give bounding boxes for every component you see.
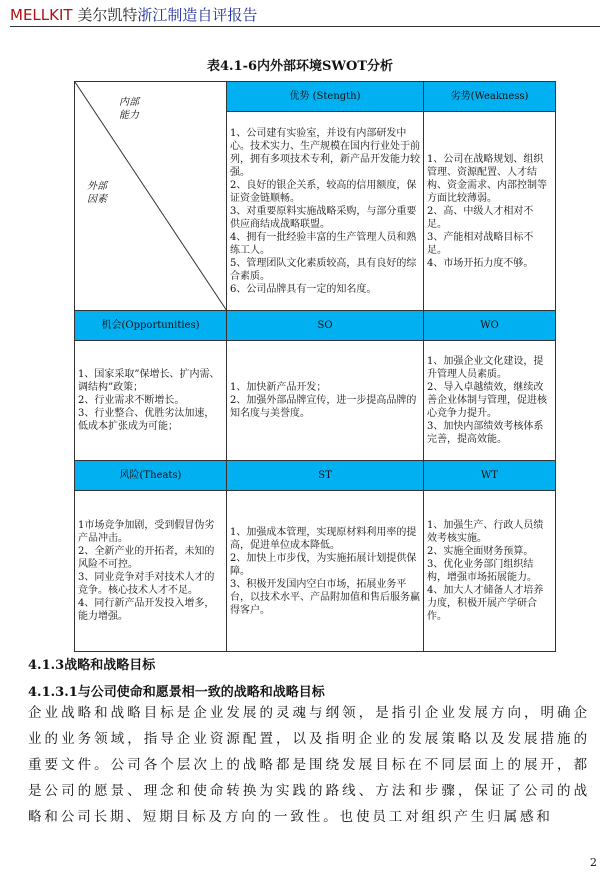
list-item: 1、加强成本管理，实现原材料利用率的提高，促进单位成本降低。 (230, 526, 417, 551)
list-item: 1、加快新产品开发； (230, 382, 327, 393)
external-label: 外部 因素 (87, 181, 107, 205)
wt-header: WT (424, 461, 556, 491)
table-caption: 表4.1-6内外部环境SWOT分析 (206, 59, 394, 74)
swot-table (74, 81, 556, 652)
weakness-header: 劣势(Weakness) (424, 82, 556, 112)
list-item: 3、积极开发国内空白市场，拓展业务平台，以技术水平、产品附加值和售后服务赢得客户。 (230, 578, 420, 616)
list-item: 1、公司建有实验室，并设有内部研发中心。技术实力、生产规模在国内行业处于前列，拥有多项技术专利，新产品开发能力较强。 (230, 127, 420, 178)
so-header: SO (227, 311, 424, 341)
list-item: 2、良好的银企关系，较高的信用额度，保证资金链顺畅。 (230, 179, 417, 204)
strength-header: 优势 (Stength) (227, 82, 424, 112)
opportunities-cell (75, 341, 227, 461)
section-heading: 4.1.3战略和战略目标 (28, 658, 156, 673)
list-item: 2、实施全面财务预算。 (427, 546, 534, 557)
subsection-heading: 4.1.3.1与公司使命和愿景相一致的战略和战略目标 (28, 685, 325, 700)
list-item: 1、公司在战略规划、组织管理、资源配置、人才结构、资金需求、内部控制等方面比较薄弱。 (427, 153, 547, 204)
page-header (10, 4, 257, 25)
list-item: 2、加强外部品牌宣传，进一步提高品牌的知名度与美誉度。 (230, 395, 417, 419)
list-item: 4、拥有一批经验丰富的生产管理人员和熟练工人。 (230, 231, 417, 256)
list-item: 1市场竞争加剧，受到假冒伪劣产品冲击。 (78, 520, 215, 544)
so-cell (227, 341, 424, 461)
list-item: 1、国家采取”保增长、扩内需、调结构”政策； (78, 369, 220, 393)
list-item: 3、加快内部绩效考核体系完善，提高效能。 (427, 421, 544, 445)
list-item: 2、导入卓越绩效，继续改善企业体制与管理，促进核心竞争力提升。 (427, 382, 547, 419)
corner-cell (75, 82, 227, 311)
threat-header: 风险(Theats) (75, 461, 227, 491)
page-number: 2 (590, 856, 597, 869)
list-item: 1、加强生产、行政人员绩效考核实施。 (427, 520, 544, 544)
report-title: 浙江制造自评报告 (137, 6, 258, 24)
list-item: 5、管理团队文化素质较高，具有良好的综合素质。 (230, 257, 417, 282)
list-item: 3、产能相对战略目标不足。 (427, 231, 534, 256)
list-item: 3、同业竞争对手对技术人才的竞争。核心技术人才不足。 (78, 572, 215, 596)
threats-cell (75, 491, 227, 652)
list-item: 3、行业整合、优胜劣汰加速，低成本扩张成为可能； (78, 408, 215, 432)
internal-label: 内部 能力 (119, 97, 139, 121)
list-item: 2、高、中级人才相对不足。 (427, 205, 534, 230)
body-paragraph: 企业战略和战略目标是企业发展的灵魂与纲领，是指引企业发展方向，明确企业的业务领域，指导企业资源配置，以及指明企业的发展策略以及发展措施的重要文件。公司各个层次上的战略都是围绕发展目标在不同层面上的展开，都是公司的愿景、理念和使命转换为实践的路线、方法和步骤，保证了公司的战略和公司长期、短期目标及方向的一致性。也使员工对组织产生归属感和 (28, 705, 590, 825)
list-item: 3、优化业务部门组织结构，增强市场拓展能力。 (427, 559, 537, 583)
st-header: ST (227, 461, 424, 491)
wt-cell (424, 491, 556, 652)
wo-cell (424, 341, 556, 461)
opportunity-header: 机会(Opportunities) (75, 311, 227, 341)
list-item: 2、全新产业的开拓者，未知的风险不可控。 (78, 546, 215, 570)
list-item: 4、同行新产品开发投入增多，能力增强。 (78, 598, 215, 622)
strengths-cell (227, 112, 424, 311)
list-item: 2、加快上市步伐，为实施拓展计划提供保障。 (230, 552, 417, 577)
company-name: 美尔凯特 (77, 6, 138, 24)
list-item: 2、行业需求不断增长。 (78, 395, 185, 406)
wo-header: WO (424, 311, 556, 341)
list-item: 1、加强企业文化建设，提升管理人员素质。 (427, 356, 544, 380)
header-rule (10, 26, 600, 27)
st-cell (227, 491, 424, 652)
list-item: 6、公司品牌具有一定的知名度。 (230, 283, 377, 295)
brand-logo: MELLKIT (10, 6, 73, 24)
list-item: 4、市场开拓力度不够。 (427, 257, 534, 269)
weaknesses-cell (424, 112, 556, 311)
list-item: 4、加大人才储备人才培养力度，积极开展产学研合作。 (427, 585, 544, 622)
list-item: 3、对重要原料实施战略采购，与部分重要供应商结成战略联盟。 (230, 205, 417, 230)
